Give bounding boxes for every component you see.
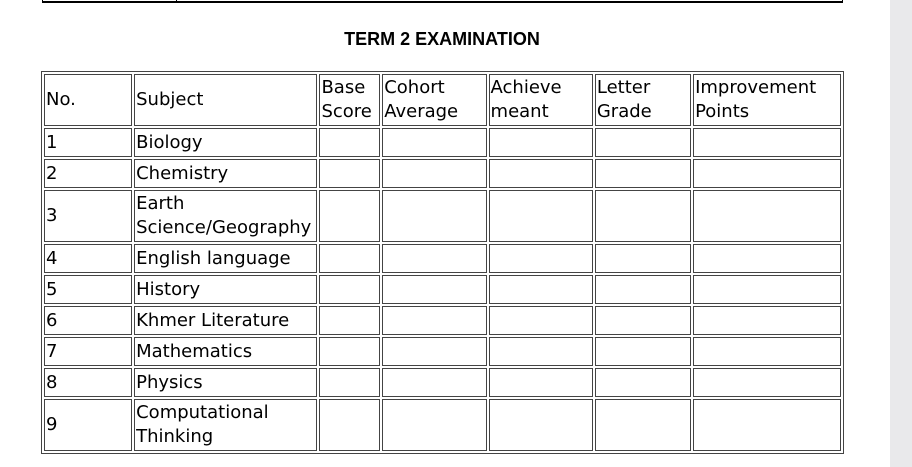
header-letter-grade: Letter Grade	[595, 74, 691, 126]
base-score-cell[interactable]	[319, 128, 380, 157]
row-subject: Khmer Literature	[134, 306, 317, 335]
table-row	[44, 337, 841, 366]
exam-results-table	[41, 71, 844, 454]
table-row	[44, 275, 841, 304]
previous-table-column-divider	[176, 0, 177, 3]
improvement-points-cell[interactable]	[693, 306, 841, 335]
cohort-average-cell[interactable]	[382, 275, 486, 304]
row-subject: Chemistry	[134, 159, 317, 188]
base-score-cell[interactable]	[319, 306, 380, 335]
achievement-cell[interactable]	[489, 368, 593, 397]
achievement-cell[interactable]	[489, 337, 593, 366]
base-score-cell[interactable]	[319, 190, 380, 242]
table-row	[44, 190, 841, 242]
row-number: 9	[44, 399, 132, 451]
letter-grade-cell[interactable]	[595, 275, 691, 304]
letter-grade-cell[interactable]	[595, 368, 691, 397]
cohort-average-cell[interactable]	[382, 306, 486, 335]
letter-grade-cell[interactable]	[595, 337, 691, 366]
row-number: 6	[44, 306, 132, 335]
letter-grade-cell[interactable]	[595, 306, 691, 335]
header-improvement-points: Improvement Points	[693, 74, 841, 126]
table-row	[44, 399, 841, 451]
base-score-cell[interactable]	[319, 275, 380, 304]
achievement-cell[interactable]	[489, 306, 593, 335]
achievement-cell[interactable]	[489, 159, 593, 188]
achievement-cell[interactable]	[489, 244, 593, 273]
row-subject: Mathematics	[134, 337, 317, 366]
header-achievement: Achieve meant	[489, 74, 593, 126]
row-subject: Computational Thinking	[134, 399, 317, 451]
base-score-cell[interactable]	[319, 337, 380, 366]
base-score-cell[interactable]	[319, 159, 380, 188]
table-header-row	[44, 74, 841, 126]
cohort-average-cell[interactable]	[382, 337, 486, 366]
improvement-points-cell[interactable]	[693, 159, 841, 188]
row-subject: English language	[134, 244, 317, 273]
base-score-cell[interactable]	[319, 399, 380, 451]
improvement-points-cell[interactable]	[693, 337, 841, 366]
table-row	[44, 128, 841, 157]
achievement-cell[interactable]	[489, 128, 593, 157]
improvement-points-cell[interactable]	[693, 190, 841, 242]
cohort-average-cell[interactable]	[382, 190, 486, 242]
improvement-points-cell[interactable]	[693, 399, 841, 451]
improvement-points-cell[interactable]	[693, 244, 841, 273]
header-subject: Subject	[134, 74, 317, 126]
row-number: 3	[44, 190, 132, 242]
table-row	[44, 244, 841, 273]
row-subject: Physics	[134, 368, 317, 397]
letter-grade-cell[interactable]	[595, 128, 691, 157]
improvement-points-cell[interactable]	[693, 368, 841, 397]
cohort-average-cell[interactable]	[382, 368, 486, 397]
letter-grade-cell[interactable]	[595, 399, 691, 451]
row-subject: History	[134, 275, 317, 304]
row-subject: Earth Science/Geography	[134, 190, 317, 242]
row-number: 1	[44, 128, 132, 157]
cohort-average-cell[interactable]	[382, 159, 486, 188]
header-no: No.	[44, 74, 132, 126]
letter-grade-cell[interactable]	[595, 190, 691, 242]
achievement-cell[interactable]	[489, 399, 593, 451]
base-score-cell[interactable]	[319, 368, 380, 397]
cohort-average-cell[interactable]	[382, 399, 486, 451]
letter-grade-cell[interactable]	[595, 159, 691, 188]
improvement-points-cell[interactable]	[693, 128, 841, 157]
table-row	[44, 159, 841, 188]
cohort-average-cell[interactable]	[382, 128, 486, 157]
previous-table-bottom-edge	[42, 0, 843, 3]
base-score-cell[interactable]	[319, 244, 380, 273]
achievement-cell[interactable]	[489, 275, 593, 304]
row-number: 2	[44, 159, 132, 188]
exam-heading: TERM 2 EXAMINATION	[344, 29, 540, 49]
header-base-score: Base Score	[319, 74, 380, 126]
row-number: 4	[44, 244, 132, 273]
row-number: 8	[44, 368, 132, 397]
side-panel	[890, 0, 912, 467]
cohort-average-cell[interactable]	[382, 244, 486, 273]
letter-grade-cell[interactable]	[595, 244, 691, 273]
row-number: 5	[44, 275, 132, 304]
achievement-cell[interactable]	[489, 190, 593, 242]
table-row	[44, 306, 841, 335]
row-subject: Biology	[134, 128, 317, 157]
row-number: 7	[44, 337, 132, 366]
table-row	[44, 368, 841, 397]
improvement-points-cell[interactable]	[693, 275, 841, 304]
header-cohort-average: Cohort Average	[382, 74, 486, 126]
